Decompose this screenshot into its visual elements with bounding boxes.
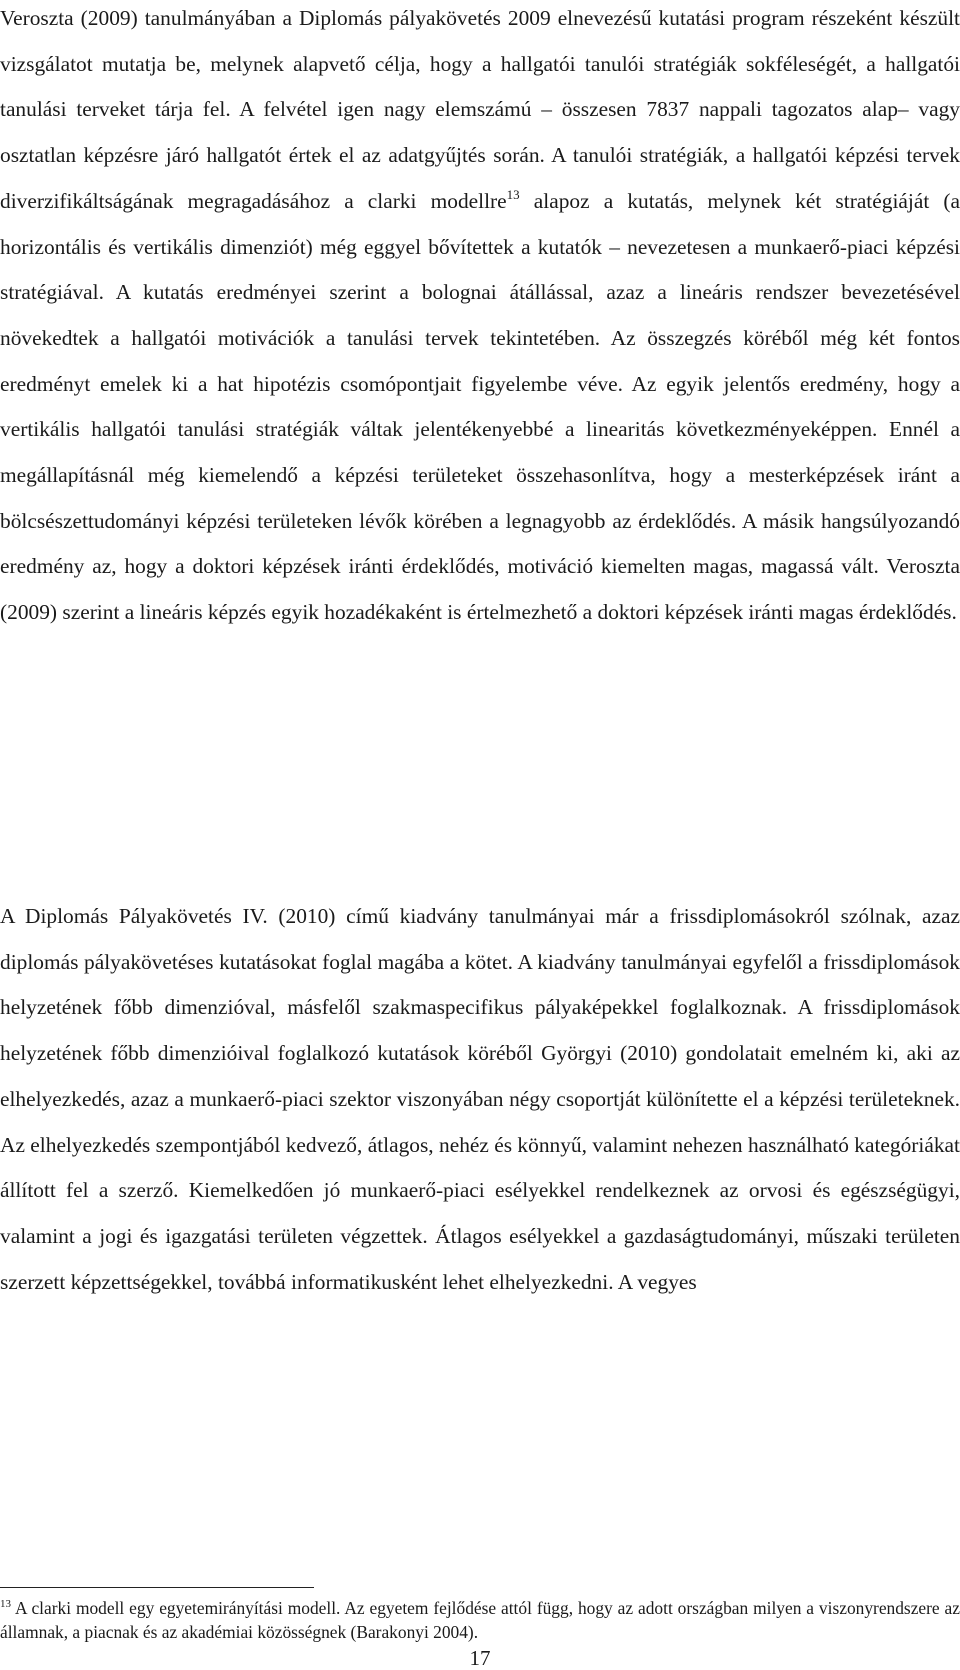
footnote-reference: 13 [506,186,520,202]
footnote [0,1597,960,1644]
page-number: 17 [469,1646,491,1670]
paragraph-text: Veroszta (2009) tanulmányában a Diplomás pályakövetés 2009 elnevezésű kutatási program részeként készült vizsgálatot mutatja be, melynek alapvető célja, hogy a hallgatói tanulói stratégiák sokféleségét, a hallgatói tanulási terveket tárja fel. A felvétel igen nagy elemszámú – összesen 7837 nappali tagozatos alap– vagy osztatlan képzésre járó hallgatót értek el az adatgyűjtés során. A tanulói stratégiák, a hallgatói képzési tervek diverzifikáltságának megragadásához a clarki modellre [0,6,960,213]
paragraph-veroszta [0,0,960,636]
footnote-separator [0,1587,314,1588]
paragraph-text: alapoz a kutatás, melynek két stratégiáját (a horizontális és vertikális dimenziót) még eggyel bővítettek a kutatók – nevezetesen a munkaerő-piaci képzési stratégiával. A kutatás eredményei szerint a bolognai átállással, azaz a lineáris rendszer bevezetésével növekedtek a hallgatói motivációk a tanulási tervek tekintetében. Az összegzés köréből még két fontos eredményt emelek ki a hat hipotézis csomópontjait figyelembe véve. Az egyik jelentős eredmény, hogy a vertikális hallgatói tanulási stratégiák váltak jelentékenyebbé a linearitás következményeképpen. Ennél a megállapításnál még kiemelendő a képzési területeket összehasonlítva, hogy a mesterképzések iránt a bölcsészettudományi képzési területeken lévők körében a legnagyobb az érdeklődés. A másik hangsúlyozandó eredmény az, hogy a doktori képzések iránti érdeklődés, motiváció kiemelten magas, magassá vált. Veroszta (2009) szerint a lineáris képzés egyik hozadékaként is értelmezhető a doktori képzések iránti magas érdeklődés. [0,188,960,625]
paragraph-diplomas-palyakovetes: A Diplomás Pályakövetés IV. (2010) című kiadvány tanulmányai már a frissdiplomásokról szólnak, azaz diplomás pályakövetéses kutatásokat foglal magába a kötet. A kiadvány tanulmányai egyfelől a frissdiplomások helyzetének főbb dimenzióval, másfelől szakmaspecifikus pályaképekkel foglalkoznak. A frissdiplomások helyzetének főbb dimenzióival foglalkozó kutatások köréből Györgyi (2010) gondolatait emelném ki, aki az elhelyezkedés, azaz a munkaerő-piaci szektor viszonyában négy csoportját különítette el a képzési területeknek. Az elhelyezkedés szempontjából kedvező, átlagos, nehéz és könnyű, valamint nehezen használható kategóriákat állított fel a szerző. Kiemelkedően jó munkaerő-piaci esélyekkel rendelkeznek az orvosi és egészségügyi, valamint a jogi és igazgatási területen végzettek. Átlagos esélyekkel a gazdaságtudományi, műszaki területen szerzett képzettségekkel, továbbá informatikusként lehet elhelyezkedni. A vegyes [0,904,960,1294]
footnote-number: 13 [0,1598,11,1610]
footnote-text: A clarki modell egy egyetemirányítási modell. Az egyetem fejlődése attól függ, hogy az adott országban milyen a viszonyrendszere az államnak, a piacnak és az akadémiai közösségnek (Barakonyi 2004). [0,1598,960,1642]
